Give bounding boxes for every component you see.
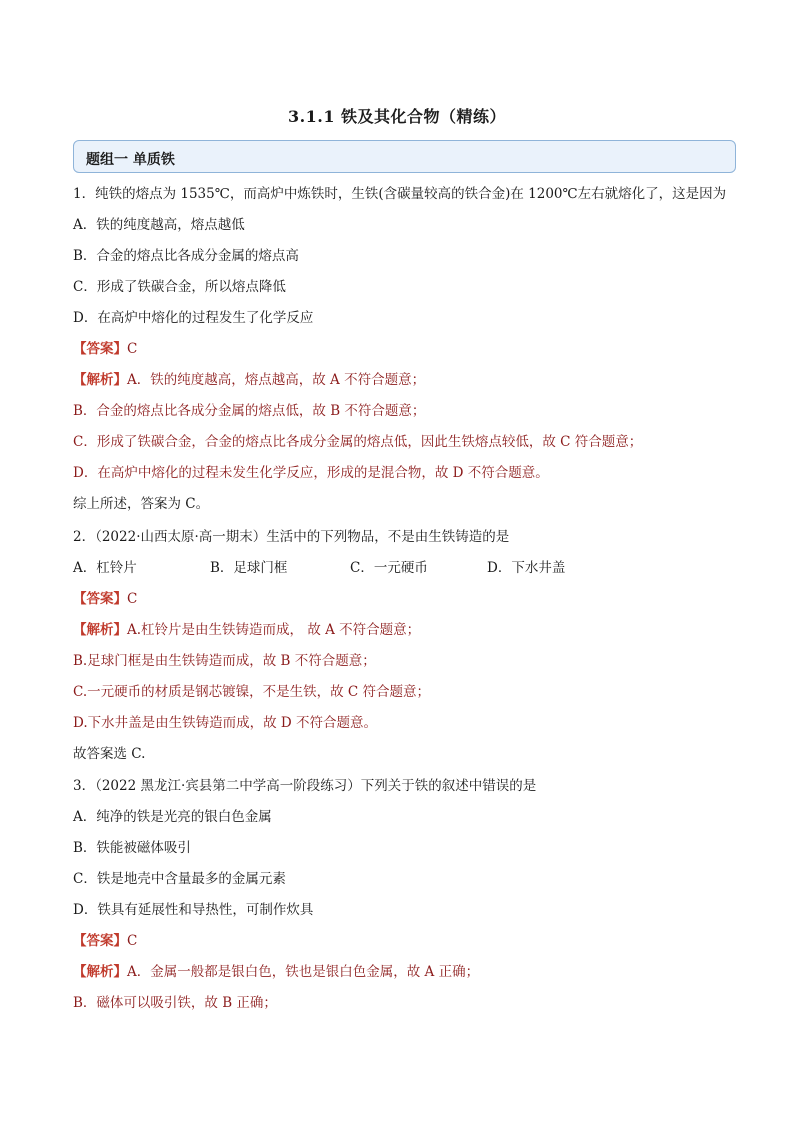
question-2-analysis-a: [73, 621, 420, 639]
answer-label: 【答案】: [73, 591, 127, 607]
question-3-analysis-b: B．磁体可以吸引铁，故 B 正确；: [73, 995, 277, 1011]
question-1-stem: 1．纯铁的熔点为 1535℃，而高炉中炼铁时，生铁(含碳量较高的铁合金)在 1200℃左右就熔化了，这是因为: [73, 186, 727, 202]
page-title: 3.1.1 铁及其化合物（精练）: [287, 107, 507, 126]
analysis-text: A.杠铃片是由生铁铸造而成， 故 A 不符合题意；: [127, 622, 421, 638]
question-1-analysis-a: [73, 371, 425, 389]
answer-value: C: [127, 591, 138, 607]
analysis-label: 【解析】: [73, 622, 127, 638]
answer-label: 【答案】: [73, 933, 127, 949]
question-3-answer: [73, 932, 137, 950]
question-1-analysis-d: D．在高炉中熔化的过程未发生化学反应，形成的是混合物，故 D 不符合题意。: [73, 465, 549, 481]
question-2-analysis-d: D.下水井盖是由生铁铸造而成，故 D 不符合题意。: [73, 715, 378, 731]
analysis-text: A．铁的纯度越高，熔点越高，故 A 不符合题意；: [127, 372, 426, 388]
question-2-answer: [73, 590, 137, 608]
question-3-stem: 3．（2022 黑龙江·宾县第二中学高一阶段练习）下列关于铁的叙述中错误的是: [73, 778, 537, 794]
analysis-label: 【解析】: [73, 372, 127, 388]
question-2-option-b: B．足球门框: [210, 560, 288, 576]
question-3-option-a: A．纯净的铁是光亮的银白色金属: [73, 809, 272, 825]
question-2-option-a: A．杠铃片: [73, 560, 137, 576]
question-3-option-c: C．铁是地壳中含量最多的金属元素: [73, 871, 286, 887]
question-1-option-c: C．形成了铁碳合金，所以熔点降低: [73, 279, 286, 295]
question-3-option-d: D．铁具有延展性和导热性，可制作炊具: [73, 902, 314, 918]
question-3-analysis-a: [73, 963, 479, 981]
question-1-analysis-c: C．形成了铁碳合金，合金的熔点比各成分金属的熔点低，因此生铁熔点较低，故 C 符合题意；: [73, 434, 643, 450]
question-2-option-c: C．一元硬币: [350, 560, 428, 576]
analysis-text: A．金属一般都是银白色，铁也是银白色金属，故 A 正确；: [127, 964, 480, 980]
section-title: 题组一 单质铁: [86, 152, 175, 168]
question-1-option-b: B．合金的熔点比各成分金属的熔点高: [73, 248, 299, 264]
answer-label: 【答案】: [73, 341, 127, 357]
section-header: [73, 140, 736, 173]
question-2-analysis-c: C.一元硬币的材质是钢芯镀镍，不是生铁，故 C 符合题意；: [73, 684, 431, 700]
question-2-option-d: D．下水井盖: [487, 560, 566, 576]
question-1-analysis-b: B．合金的熔点比各成分金属的熔点低，故 B 不符合题意；: [73, 403, 426, 419]
answer-value: C: [127, 341, 138, 357]
question-1-answer: [73, 340, 137, 358]
question-2-analysis-b: B.足球门框是由生铁铸造而成，故 B 不符合题意；: [73, 653, 376, 669]
question-2-stem: 2．（2022·山西太原·高一期末）生活中的下列物品，不是由生铁铸造的是: [73, 529, 510, 545]
answer-value: C: [127, 933, 138, 949]
question-1-conclusion: 综上所述，答案为 C。: [73, 496, 210, 512]
question-1-option-d: D．在高炉中熔化的过程发生了化学反应: [73, 310, 314, 326]
question-2-conclusion: 故答案选 C.: [73, 746, 146, 762]
question-2-options: [73, 559, 565, 577]
question-1-option-a: A．铁的纯度越高，熔点越低: [73, 217, 245, 233]
analysis-label: 【解析】: [73, 964, 127, 980]
question-3-option-b: B．铁能被磁体吸引: [73, 840, 191, 856]
